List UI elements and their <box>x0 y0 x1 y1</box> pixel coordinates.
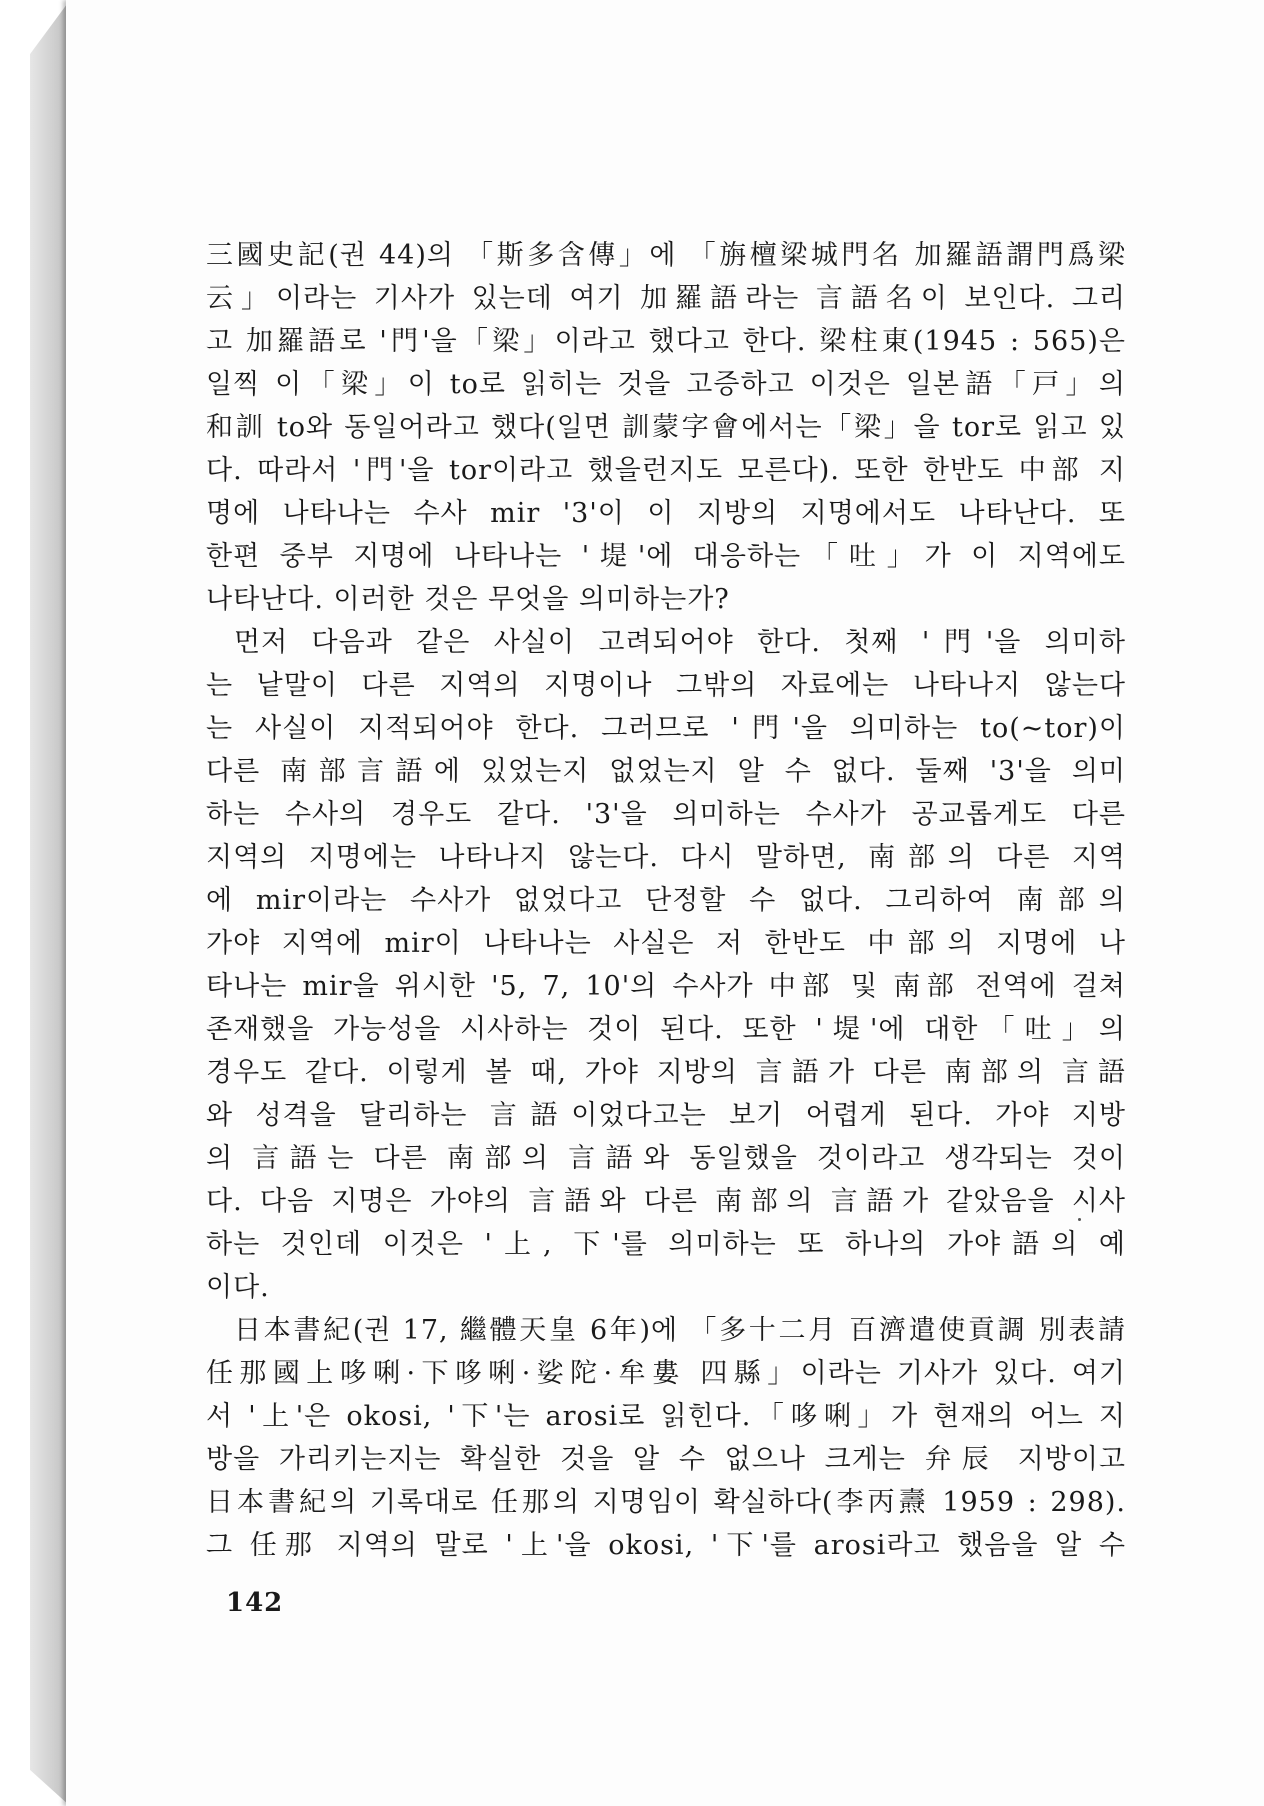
text-line: 다. 다음 지명은 가야의 言語와 다른 南部의 言語가 같았음을 시사 <box>206 1186 1126 1217</box>
text-line: 방을 가리키는지는 확실한 것을 알 수 없으나 크게는 弁辰 지방이고 <box>206 1444 1126 1475</box>
text-line: 일찍 이「梁」이 to로 읽히는 것을 고증하고 이것은 일본語「戸」의 <box>206 369 1126 400</box>
text-line: 그 任那 지역의 말로 '上'을 okosi, '下'를 arosi라고 했음을 알 수 <box>206 1530 1126 1561</box>
body-text <box>206 234 1126 1567</box>
paragraph-3 <box>206 1309 1126 1567</box>
text-line: 任那國上哆唎·下哆唎·娑陀·牟婁 四縣」이라는 기사가 있다. 여기 <box>206 1358 1126 1389</box>
text-line: 나타난다. 이러한 것은 무엇을 의미하는가? <box>206 584 730 615</box>
text-line: 와 성격을 달리하는 言語이었다고는 보기 어렵게 된다. 가야 지방 <box>206 1100 1126 1131</box>
paragraph-2 <box>206 621 1126 1309</box>
text-line: 和訓 to와 동일어라고 했다(일면 訓蒙字會에서는「梁」을 tor로 읽고 있 <box>206 412 1126 443</box>
page-number: 142 <box>226 1588 284 1618</box>
text-line: 에 mir이라는 수사가 없었다고 단정할 수 없다. 그리하여 南部의 <box>206 885 1126 916</box>
print-speck <box>1078 1218 1081 1221</box>
text-line: 먼저 다음과 같은 사실이 고려되어야 한다. 첫째 '門'을 의미하 <box>234 627 1126 658</box>
text-line: 경우도 같다. 이렇게 볼 때, 가야 지방의 言語가 다른 南部의 言語 <box>206 1057 1126 1088</box>
book-page <box>66 0 1264 1806</box>
text-line: 다. 따라서 '門'을 tor이라고 했을런지도 모른다). 또한 한반도 中部 지 <box>206 455 1126 486</box>
text-line: 하는 것인데 이것은 '上, 下'를 의미하는 또 하나의 가야語의 예 <box>206 1229 1126 1260</box>
text-line: 다른 南部言語에 있었는지 없었는지 알 수 없다. 둘째 '3'을 의미 <box>206 756 1126 787</box>
text-line: 하는 수사의 경우도 같다. '3'을 의미하는 수사가 공교롭게도 다른 <box>206 799 1126 830</box>
text-line: 한편 중부 지명에 나타나는 '堤'에 대응하는「吐」가 이 지역에도 <box>206 541 1126 572</box>
book-edge <box>30 0 70 1806</box>
paragraph-1 <box>206 234 1126 621</box>
text-line: 의 言語는 다른 南部의 言語와 동일했을 것이라고 생각되는 것이 <box>206 1143 1126 1174</box>
text-line: 는 낱말이 다른 지역의 지명이나 그밖의 자료에는 나타나지 않는다 <box>206 670 1126 701</box>
text-line: 日本書紀의 기록대로 任那의 지명임이 확실하다(李丙燾 1959 : 298). <box>206 1487 1126 1518</box>
text-line: 가야 지역에 mir이 나타나는 사실은 저 한반도 中部의 지명에 나 <box>206 928 1126 959</box>
text-line: 는 사실이 지적되어야 한다. 그러므로 '門'을 의미하는 to(~tor)이 <box>206 713 1126 744</box>
text-line: 명에 나타나는 수사 mir '3'이 이 지방의 지명에서도 나타난다. 또 <box>206 498 1126 529</box>
text-line: 云」이라는 기사가 있는데 여기 加羅語라는 言語名이 보인다. 그리 <box>206 283 1126 314</box>
text-line: 고 加羅語로 '門'을「梁」이라고 했다고 한다. 梁柱東(1945 : 565)은 <box>206 326 1126 357</box>
text-line: 日本書紀(권 17, 繼體天皇 6年)에 「多十二月 百濟遣使貢調 別表請 <box>234 1315 1126 1346</box>
text-line: 서 '上'은 okosi, '下'는 arosi로 읽힌다.「哆唎」가 현재의 어느 지 <box>206 1401 1126 1432</box>
text-line: 지역의 지명에는 나타나지 않는다. 다시 말하면, 南部의 다른 지역 <box>206 842 1126 873</box>
text-line: 이다. <box>206 1272 270 1303</box>
text-line: 타나는 mir을 위시한 '5, 7, 10'의 수사가 中部 및 南部 전역에 걸쳐 <box>206 971 1126 1002</box>
text-line: 존재했을 가능성을 시사하는 것이 된다. 또한 '堤'에 대한「吐」의 <box>206 1014 1126 1045</box>
text-line: 三國史記(권 44)의 「斯多含傳」에 「旃檀梁城門名 加羅語謂門爲梁 <box>206 240 1126 271</box>
